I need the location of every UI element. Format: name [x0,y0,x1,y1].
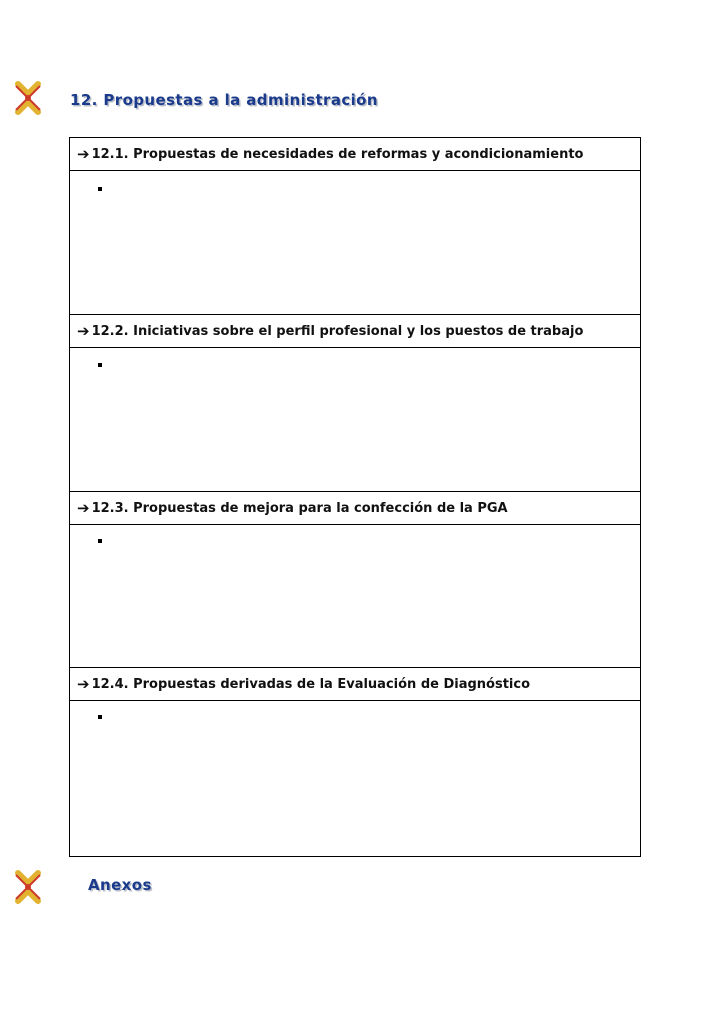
arrow-right-icon: ➔ [77,498,90,517]
row-label: 12.2. Iniciativas sobre el perfil profesional y los puestos de trabajo [91,323,584,339]
row-header-12-4 [70,668,640,701]
arrow-right-icon: ➔ [77,674,90,693]
bullet-icon [98,715,102,719]
arrow-right-icon: ➔ [77,144,90,163]
annex-title: Anexos [88,876,152,894]
section-title: 12. Propuestas a la administración [70,91,378,109]
row-header-12-2 [70,315,640,348]
cross-logo-icon [12,80,44,116]
bullet-icon [98,363,102,367]
row-header-12-3 [70,492,640,525]
cross-logo-icon [12,869,44,905]
proposals-table [69,137,641,857]
row-label: 12.4. Propuestas derivadas de la Evaluación de Diagnóstico [91,676,531,692]
row-header-12-1 [70,138,640,171]
row-label: 12.1. Propuestas de necesidades de reformas y acondicionamiento [91,146,584,162]
bullet-icon [98,539,102,543]
row-label: 12.3. Propuestas de mejora para la confección de la PGA [91,500,508,516]
bullet-icon [98,187,102,191]
arrow-right-icon: ➔ [77,321,90,340]
